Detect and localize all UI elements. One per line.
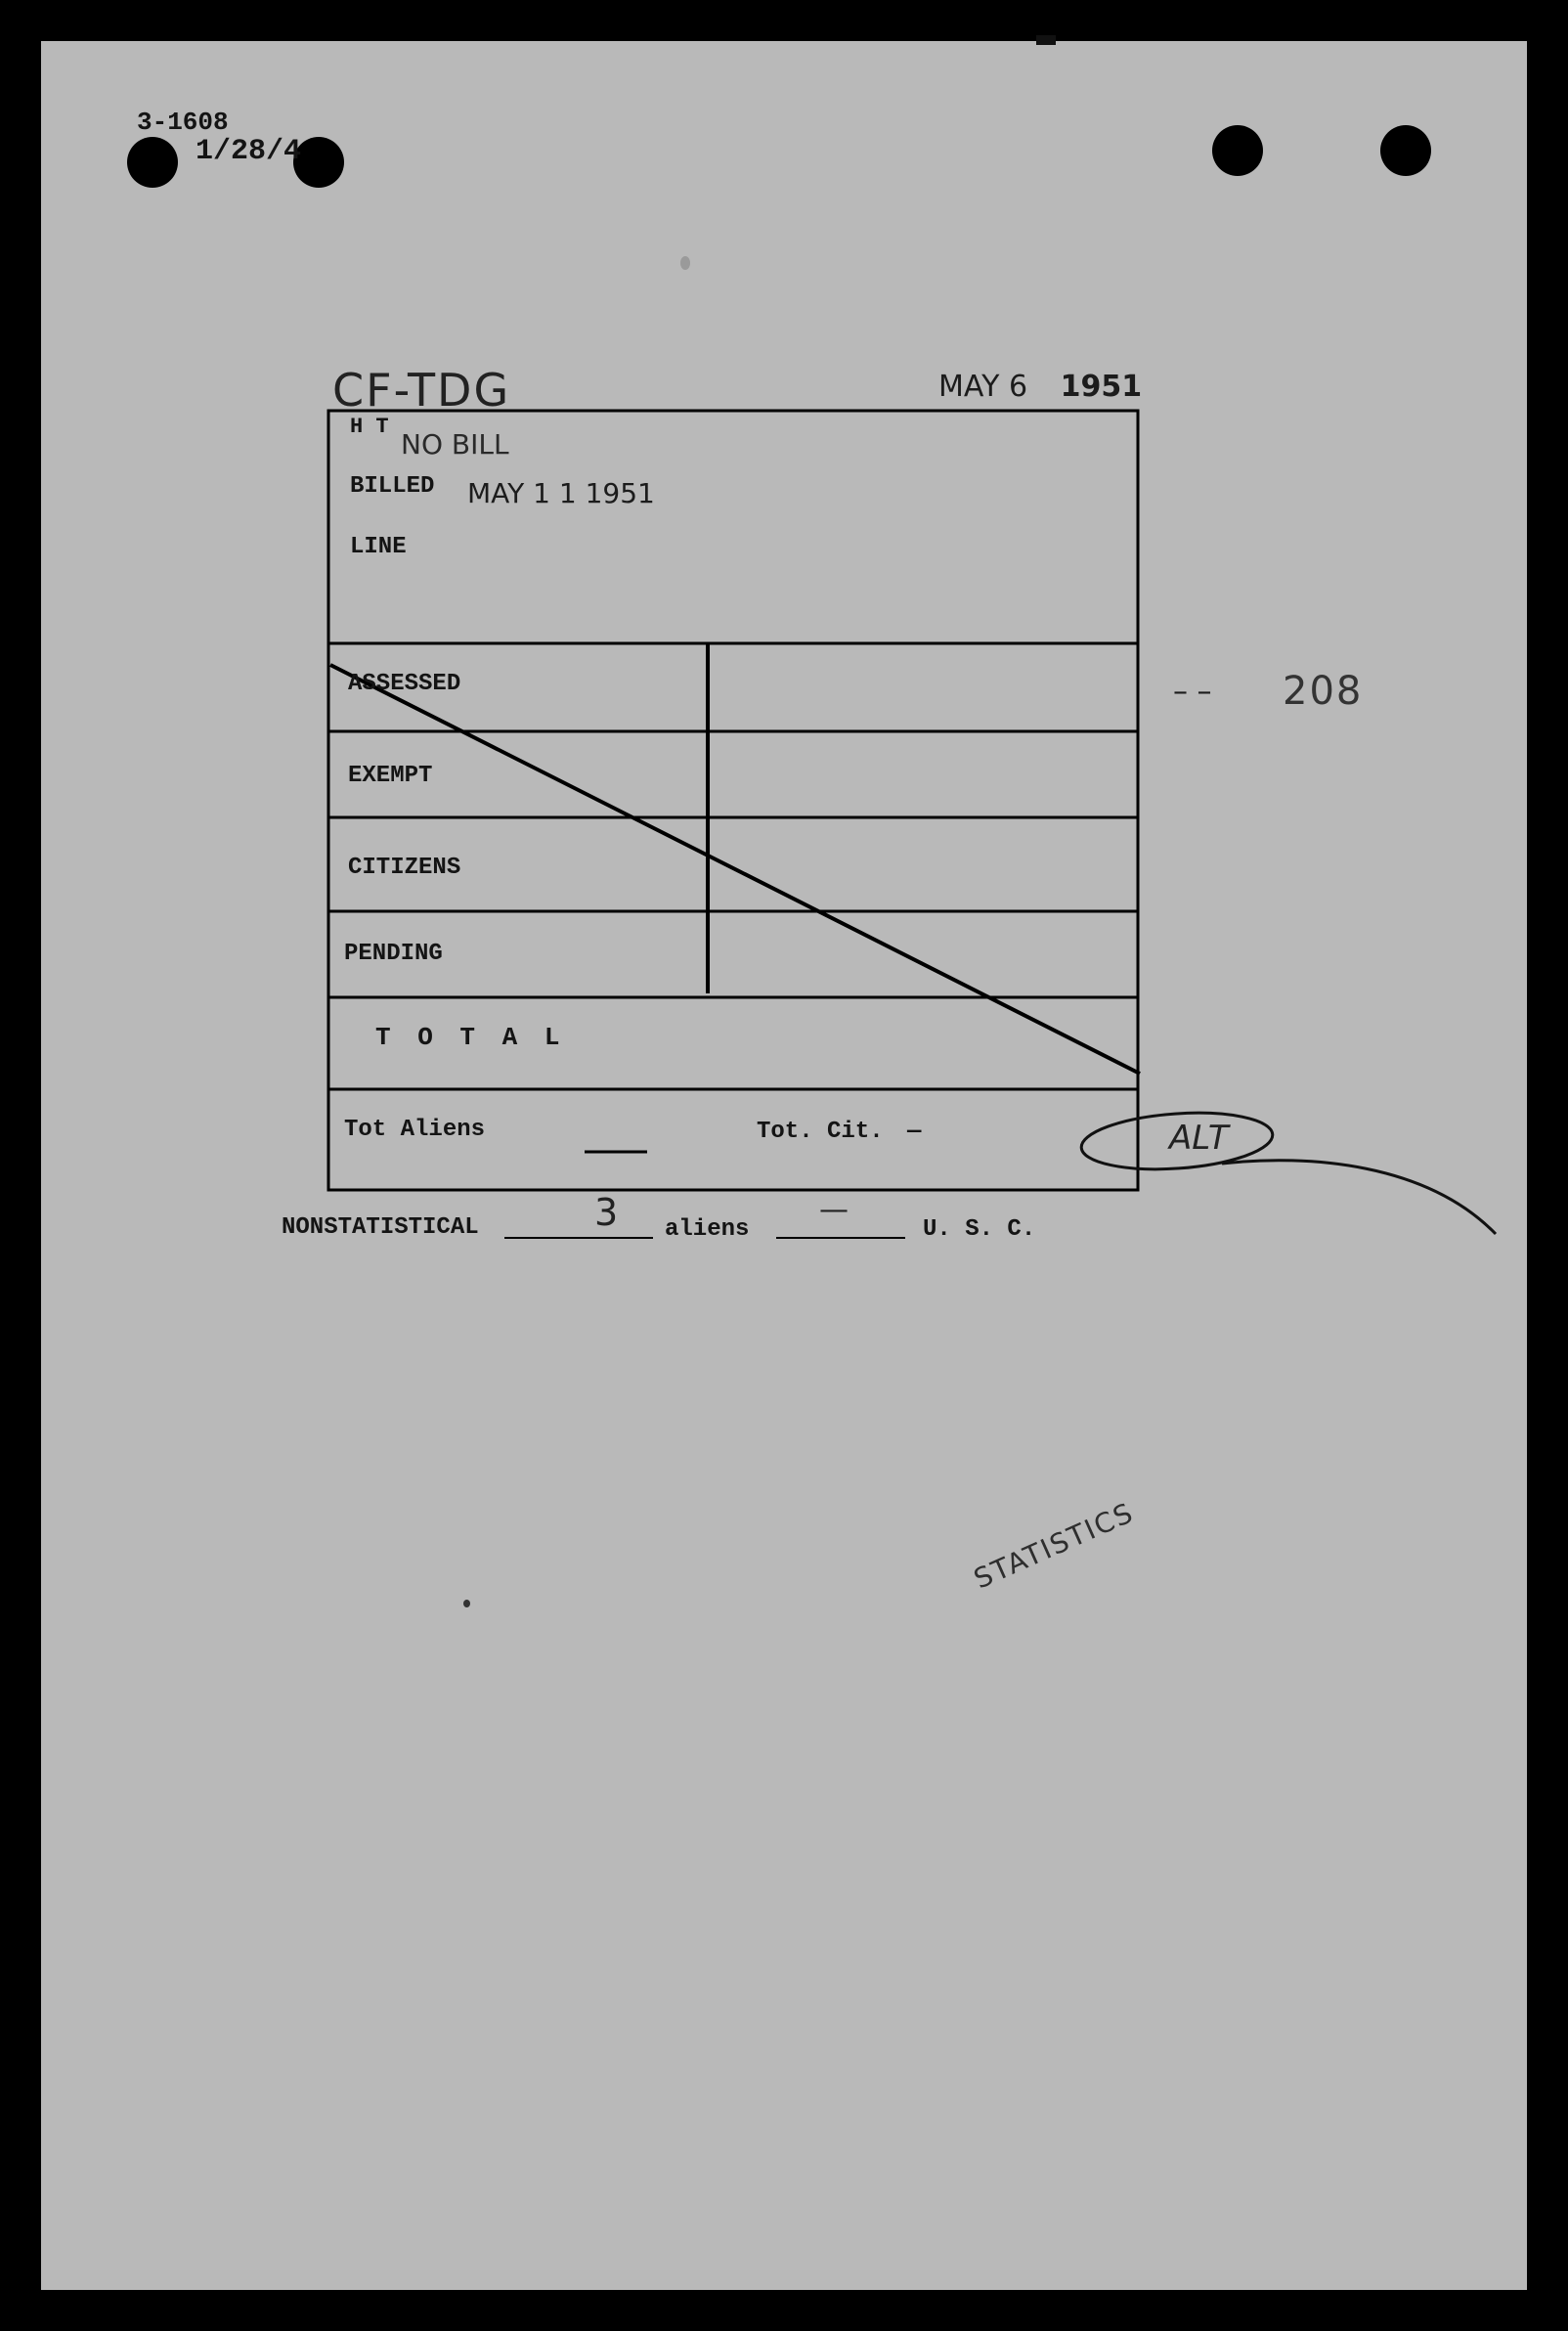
tot-cit-label [757, 1119, 921, 1145]
tot-cit-label-text: Tot. Cit. [757, 1119, 884, 1145]
usc-value: — [819, 1193, 849, 1227]
date-stamp-day: MAY 6 [938, 370, 1028, 404]
row-citizens-label: CITIZENS [348, 855, 461, 881]
aliens-label: aliens [665, 1216, 750, 1243]
initials: ALT [1169, 1119, 1229, 1158]
speck [1036, 35, 1056, 45]
usc-label: U. S. C. [923, 1216, 1036, 1243]
tot-aliens-label: Tot Aliens [344, 1117, 486, 1143]
speck [463, 1600, 470, 1607]
side-number: 208 [1283, 669, 1364, 714]
nonstatistical-label: NONSTATISTICAL [282, 1214, 479, 1241]
aliens-value: 3 [594, 1191, 619, 1234]
tot-cit-value: — [907, 1119, 922, 1145]
form-border [328, 411, 1138, 1190]
initials-tail [1222, 1161, 1496, 1234]
speck [680, 256, 690, 270]
form-number: 3-1608 [137, 108, 229, 137]
ht-label: H T [350, 415, 389, 439]
file-reference: CF-TDG [332, 364, 511, 417]
total-label: T O T A L [375, 1023, 566, 1052]
form-date: 1/28/4 [196, 135, 302, 168]
row-pending-label: PENDING [344, 941, 443, 967]
row-exempt-label: EXEMPT [348, 763, 433, 789]
statistics-stamp: STATISTICS [969, 1496, 1140, 1596]
row-assessed-label: ASSESSED [348, 671, 461, 697]
billed-date: MAY 1 1 1951 [467, 477, 655, 509]
line-label: LINE [350, 534, 407, 560]
billed-label: BILLED [350, 473, 435, 500]
side-dash: – – [1173, 675, 1212, 709]
date-stamp-year: 1951 [1060, 370, 1143, 404]
no-bill-stamp: NO BILL [401, 428, 509, 461]
